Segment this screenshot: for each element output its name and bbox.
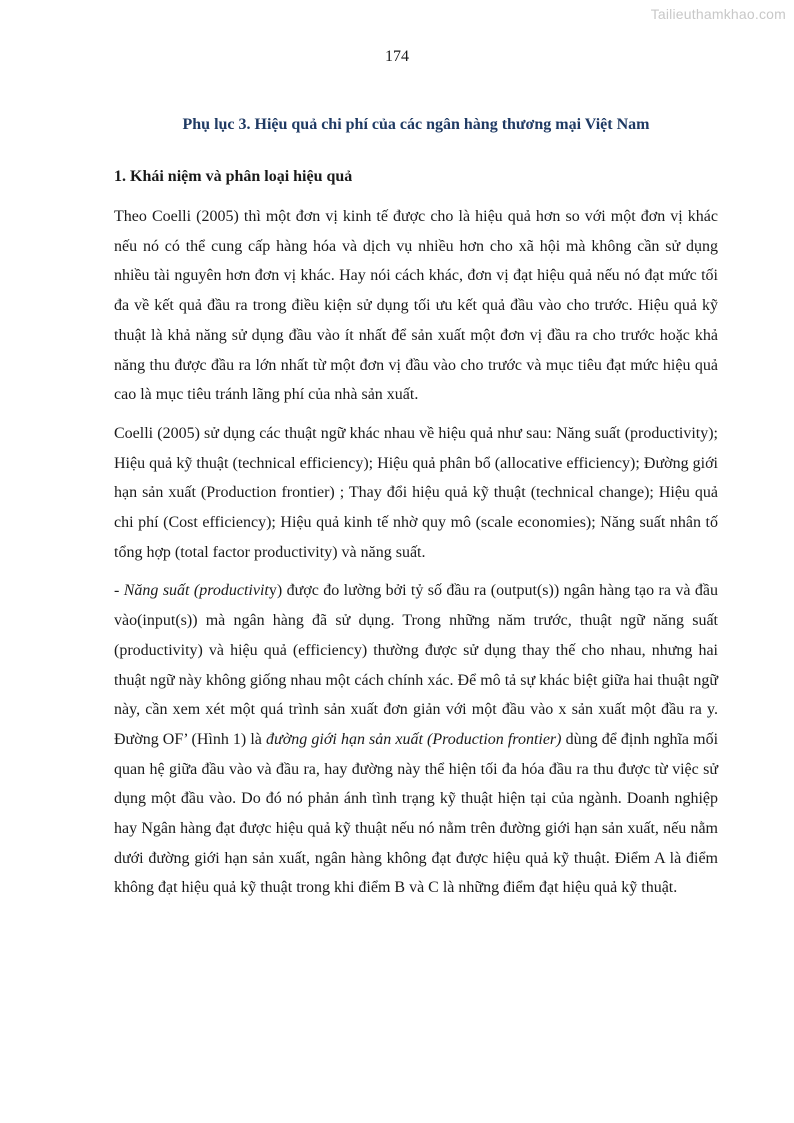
paragraph-lead: - [114, 582, 124, 600]
paragraph-text-2: dùng để định nghĩa mối quan hệ giữa đầu vào và đầu ra, hay đường này thể hiện tối đa hóa đầu ra thu được từ việc sử dụng một đầu vào. Do đó nó phản ánh tình trạng kỹ thuật hiện tại của ngành. Doanh nghiệp hay Ngân hàng đạt được hiệu quả kỹ thuật nếu nó nằm trên đường giới hạn sản xuất, nếu nằm dưới đường giới hạn sản xuất, ngân hàng không đạt được hiệu quả kỹ thuật. Điểm A là điểm không đạt hiệu quả kỹ thuật trong khi điểm B và C là những điểm đạt hiệu quả kỹ thuật. [114, 730, 719, 897]
page-number: 174 [385, 48, 409, 65]
section-heading: 1. Khái niệm và phân loại hiệu quả [114, 168, 353, 185]
watermark: Tailieuthamkhao.com [650, 6, 786, 22]
paragraph-productivity [114, 576, 718, 903]
appendix-title: Phụ lục 3. Hiệu quả chi phí của các ngân hàng thương mại Việt Nam [182, 116, 650, 133]
paragraph-text-1: y) được đo lường bởi tỷ số đầu ra (output(s)) ngân hàng tạo ra và đầu vào(input(s)) mà ngân hàng đã sử dụng. Trong những năm trước, thuật ngữ năng suất (productivity) và hiệu quả (efficiency) thường được sử dụng thay thế cho nhau, nhưng hai thuật ngữ này không giống nhau một cách chính xác. Để mô tả sự khác biệt giữa hai thuật ngữ này, cần xem xét một quá trình sản xuất đơn giản với một đầu vào x sản xuất một đầu ra y. Đường OF’ (Hình 1) là [114, 582, 718, 748]
production-frontier-term: đường giới hạn sản xuất (Production frontier) [266, 730, 562, 748]
paragraph-efficiency-terms: Coelli (2005) sử dụng các thuật ngữ khác nhau về hiệu quả như sau: Năng suất (productivity); Hiệu quả kỹ thuật (technical efficiency); Hiệu quả phân bổ (allocative efficiency); Đường giới hạn sản xuất (Production frontier) ; Thay đổi hiệu quả kỹ thuật (technical change); Hiệu quả chi phí (Cost efficiency); Hiệu quả kinh tế nhờ quy mô (scale economies); Năng suất nhân tố tổng hợp (total factor productivity) và năng suất. [114, 424, 718, 561]
productivity-term: Năng suất (productivit [123, 582, 269, 600]
document-body [114, 112, 718, 912]
paragraph-coelli-definition: Theo Coelli (2005) thì một đơn vị kinh tế được cho là hiệu quả hơn so với một đơn vị khác nếu nó có thể cung cấp hàng hóa và dịch vụ nhiều hơn cho xã hội mà không cần sử dụng nhiều tài nguyên hơn đơn vị khác. Hay nói cách khác, đơn vị đạt hiệu quả nếu nó đạt mức tối đa về kết quả đầu ra trong điều kiện sử dụng tối ưu kết quả đầu vào cho trước. Hiệu quả kỹ thuật là khả năng sử dụng đầu vào ít nhất để sản xuất một đơn vị đầu ra cho trước hoặc khả năng thu được đầu ra lớn nhất từ một đơn vị đầu vào cho trước và mục tiêu đạt mức hiệu quả cao là mục tiêu tránh lãng phí của nhà sản xuất. [114, 208, 718, 404]
